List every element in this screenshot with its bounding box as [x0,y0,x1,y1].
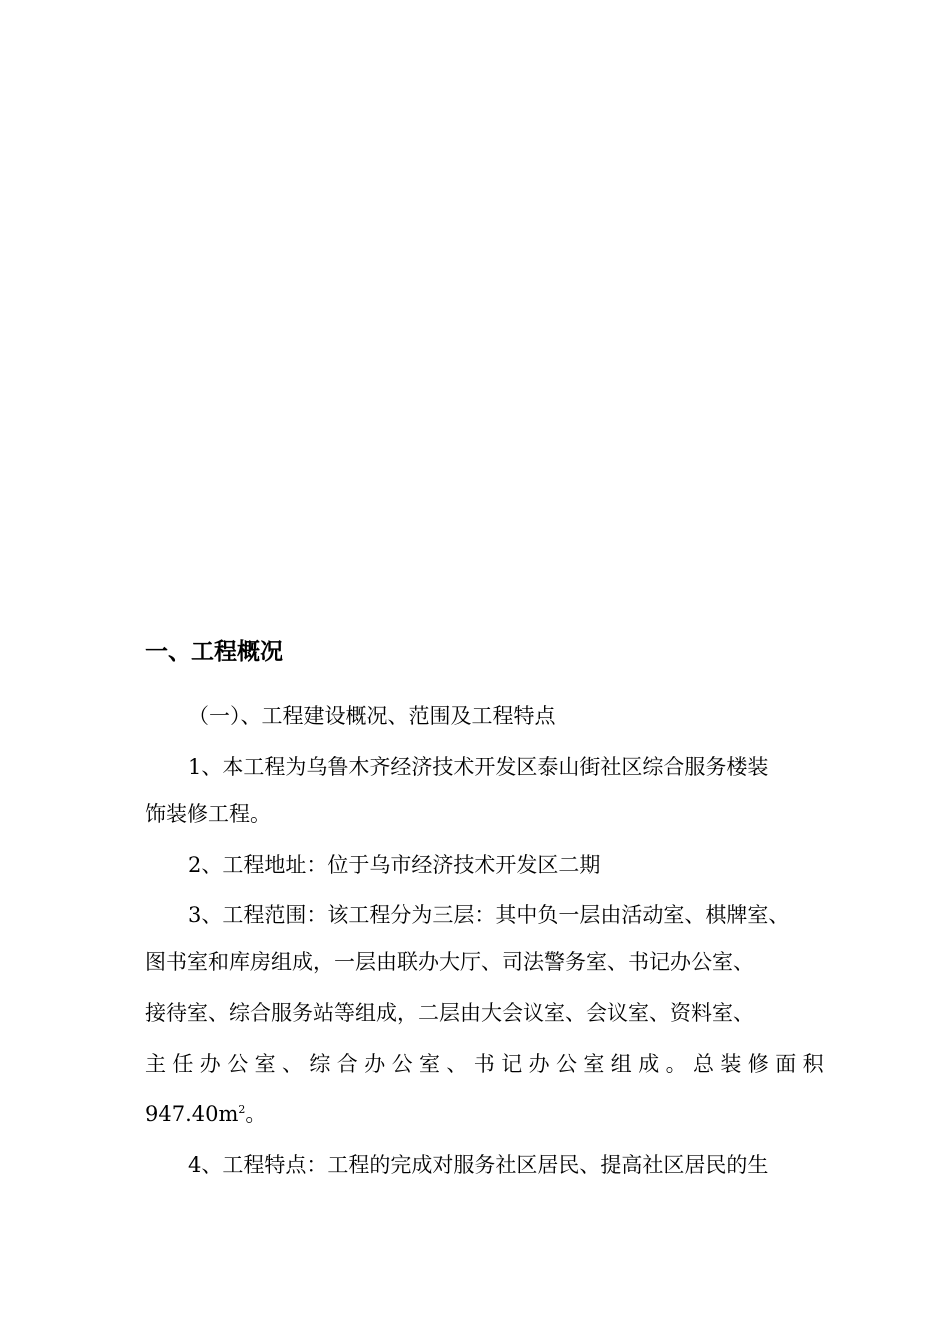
area-value: 947.40m [145,1102,239,1126]
item1-line1: 1、本工程为乌鲁木齐经济技术开发区泰山街社区综合服务楼装 [188,755,769,779]
item3-line2: 图书室和库房组成，一层由联办大厅、司法警务室、书记办公室、 [145,950,754,974]
item3-line1: 3、工程范围：该工程分为三层：其中负一层由活动室、棋牌室、 [188,903,790,927]
item3-area [145,1097,266,1131]
area-superscript: 2 [238,1103,246,1116]
item3-line4: 主任办公室、综合办公室、书记办公室组成。总装修面积 [145,1052,830,1076]
section-heading: 一、工程概况 [145,639,283,665]
item1-line2: 饰装修工程。 [145,802,271,826]
area-end: 。 [245,1102,267,1126]
subsection-title: （一）、工程建设概况、范围及工程特点 [188,704,556,728]
item3-line3: 接待室、综合服务站等组成，二层由大会议室、会议室、资料室、 [145,1001,754,1025]
item4-line1: 4、工程特点：工程的完成对服务社区居民、提高社区居民的生 [188,1153,769,1177]
item2-address: 2、工程地址：位于乌市经济技术开发区二期 [188,853,601,877]
